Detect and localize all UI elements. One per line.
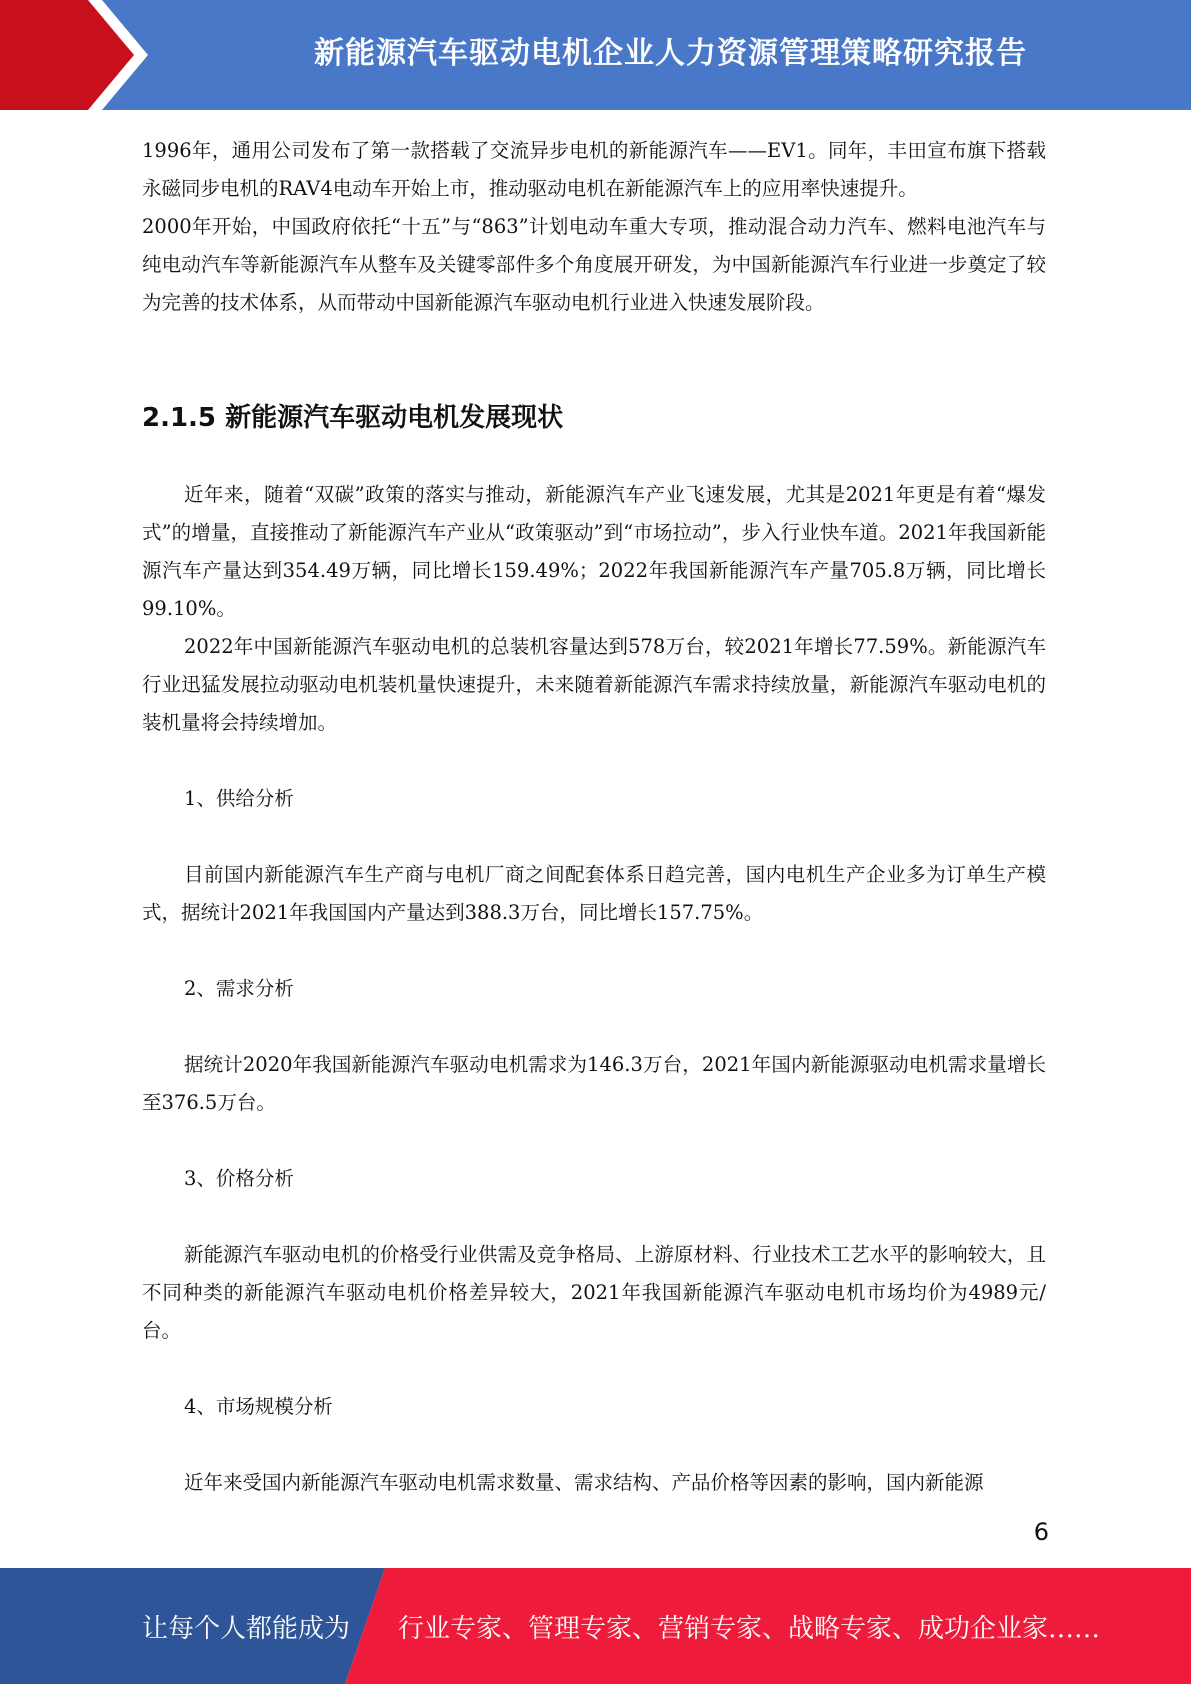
demand-analysis-text: 据统计2020年我国新能源汽车驱动电机需求为146.3万台，2021年国内新能源驱动电机需求量增长至376.5万台。 bbox=[142, 1053, 1046, 1114]
supply-analysis-title: 1、供给分析 bbox=[184, 787, 294, 810]
page-number: 6 bbox=[1033, 1518, 1049, 1546]
section-heading: 2.1.5 新能源汽车驱动电机发展现状 bbox=[142, 403, 564, 433]
market-size-analysis-title: 4、市场规模分析 bbox=[184, 1395, 333, 1418]
section-paragraph-1: 近年来，随着“双碳”政策的落实与推动，新能源汽车产业飞速发展，尤其是2021年更是有着“爆发式”的增量，直接推动了新能源汽车产业从“政策驱动”到“市场拉动”，步入行业快车道。2021年我国新能源汽车产量达到354.49万辆，同比增长159.49%；2022年我国新能源汽车产量705.8万辆，同比增长99.10%。 bbox=[142, 483, 1046, 620]
footer-slogan-left: 让每个人都能成为 bbox=[142, 1613, 351, 1644]
supply-analysis-text: 目前国内新能源汽车生产商与电机厂商之间配套体系日趋完善，国内电机生产企业多为订单生产模式，据统计2021年我国国内产量达到388.3万台，同比增长157.75%。 bbox=[142, 863, 1046, 924]
page-header bbox=[0, 0, 1191, 110]
page-footer bbox=[0, 1568, 1191, 1684]
document-body bbox=[142, 132, 1046, 1502]
demand-analysis-title: 2、需求分析 bbox=[184, 977, 294, 1000]
section-paragraph-2: 2022年中国新能源汽车驱动电机的总装机容量达到578万台，较2021年增长77.59%。新能源汽车行业迅猛发展拉动驱动电机装机量快速提升，未来随着新能源汽车需求持续放量，新能源汽车驱动电机的装机量将会持续增加。 bbox=[142, 635, 1046, 734]
report-title: 新能源汽车驱动电机企业人力资源管理策略研究报告 bbox=[314, 36, 1027, 71]
intro-paragraph-1: 1996年，通用公司发布了第一款搭载了交流异步电机的新能源汽车——EV1。同年，丰田宣布旗下搭载永磁同步电机的RAV4电动车开始上市，推动驱动电机在新能源汽车上的应用率快速提升。 bbox=[142, 139, 1046, 200]
red-chevron-decoration bbox=[0, 0, 160, 110]
market-size-analysis-text: 近年来受国内新能源汽车驱动电机需求数量、需求结构、产品价格等因素的影响，国内新能源 bbox=[184, 1471, 984, 1494]
price-analysis-text: 新能源汽车驱动电机的价格受行业供需及竞争格局、上游原材料、行业技术工艺水平的影响较大，且不同种类的新能源汽车驱动电机价格差异较大，2021年我国新能源汽车驱动电机市场均价为4989元/台。 bbox=[142, 1243, 1046, 1342]
intro-paragraph-2: 2000年开始，中国政府依托“十五”与“863”计划电动车重大专项，推动混合动力汽车、燃料电池汽车与纯电动汽车等新能源汽车从整车及关键零部件多个角度展开研发，为中国新能源汽车行业进一步奠定了较为完善的技术体系，从而带动中国新能源汽车驱动电机行业进入快速发展阶段。 bbox=[142, 215, 1046, 314]
footer-slogan-right: 行业专家、管理专家、营销专家、战略专家、成功企业家…… bbox=[398, 1613, 1101, 1644]
price-analysis-title: 3、价格分析 bbox=[184, 1167, 294, 1190]
